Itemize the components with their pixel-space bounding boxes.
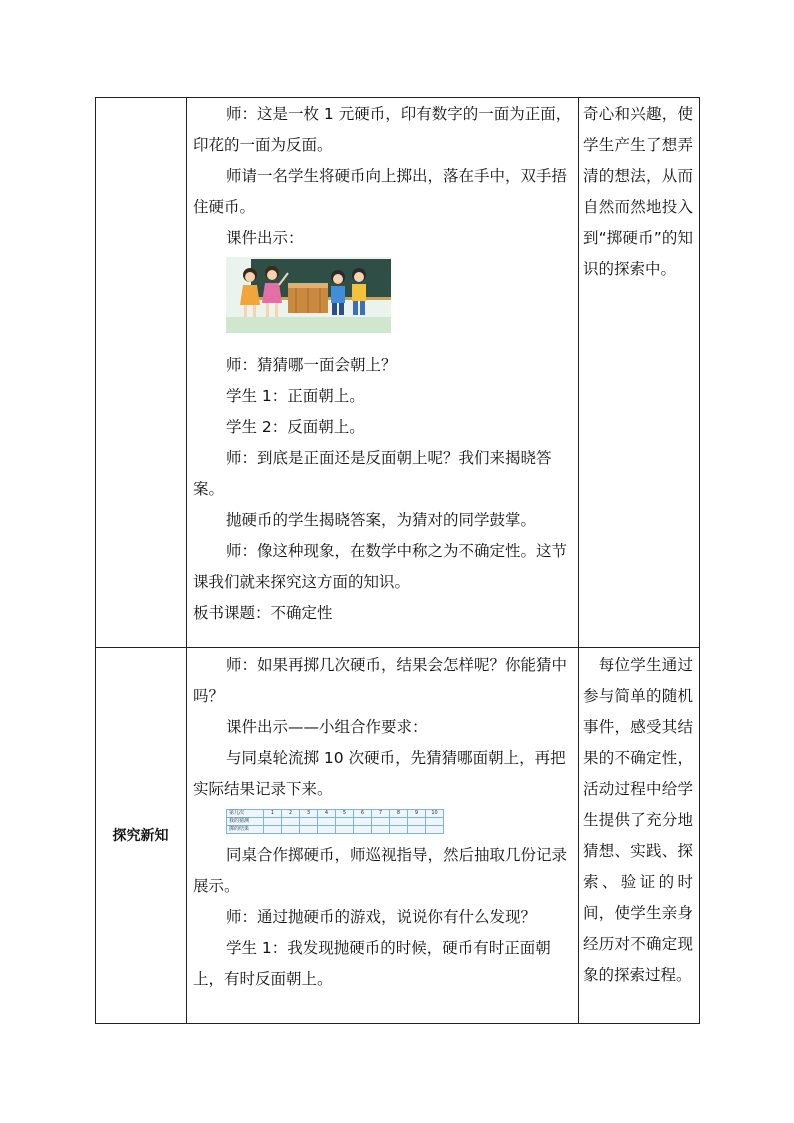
section1-note: 奇心和兴趣，使学生产生了想弄清的想法，从而自然而然地投入到“掷硬币”的知识的探索中。 — [583, 105, 693, 278]
paragraph: 课件出示——小组合作要求： — [226, 718, 428, 736]
paragraph: 同桌合作掷硬币，师巡视指导，然后抽取几份记录展示。 — [193, 846, 568, 895]
record-number: 8 — [390, 810, 408, 818]
table-border-bottom — [95, 1023, 700, 1024]
classroom-illustration — [226, 257, 391, 333]
record-number: 9 — [408, 810, 426, 818]
paragraph: 与同桌轮流掷 10 次硬币，先猜猜哪面朝上，再把实际结果记录下来。 — [193, 749, 566, 798]
record-number: 10 — [426, 810, 444, 818]
paragraph: 师：像这种现象，在数学中称之为不确定性。这节课我们就来探究这方面的知识。 — [193, 542, 568, 591]
record-number: 6 — [354, 810, 372, 818]
record-number: 3 — [300, 810, 318, 818]
paragraph: 学生 1：正面朝上。 — [226, 387, 365, 405]
table-row-divider — [95, 647, 700, 648]
paragraph: 抛硬币的学生揭晓答案，为猜对的同学鼓掌。 — [226, 511, 537, 529]
paragraph: 师：这是一枚 1 元硬币，印有数字的一面为正面，印花的一面为反面。 — [193, 105, 572, 154]
record-row-label: 掷的结果 — [227, 826, 264, 834]
record-number: 1 — [264, 810, 282, 818]
record-number: 5 — [336, 810, 354, 818]
table-border-top — [95, 97, 700, 98]
paragraph: 师：到底是正面还是反面朝上呢？我们来揭晓答案。 — [193, 449, 552, 498]
table-divider-2 — [578, 97, 579, 1024]
table-border-left — [95, 97, 96, 1024]
paragraph: 课件出示： — [226, 229, 304, 247]
record-header: 第几次 — [227, 810, 264, 818]
record-number: 7 — [372, 810, 390, 818]
section2-content — [193, 650, 575, 995]
record-number: 4 — [318, 810, 336, 818]
paragraph: 师：通过抛硬币的游戏，说说你有什么发现？ — [226, 908, 537, 926]
table-divider-1 — [186, 97, 187, 1024]
board-title: 板书课题：不确定性 — [193, 604, 333, 622]
section-label: 探究新知 — [112, 828, 169, 844]
paragraph: 师：猜猜哪一面会朝上？ — [226, 356, 397, 374]
lesson-table — [95, 97, 700, 1024]
paragraph: 学生 2：反面朝上。 — [226, 418, 365, 436]
paragraph: 师：如果再掷几次硬币，结果会怎样呢？你能猜中吗？ — [193, 656, 568, 705]
paragraph: 师请一名学生将硬币向上掷出，落在手中，双手捂住硬币。 — [193, 167, 568, 216]
record-number: 2 — [282, 810, 300, 818]
record-row-label: 我的猜测 — [227, 818, 264, 826]
table-border-right — [699, 97, 700, 1024]
paragraph: 学生 1：我发现抛硬币的时候，硬币有时正面朝上，有时反面朝上。 — [193, 939, 551, 988]
section1-content — [193, 99, 575, 629]
section2-note: 每位学生通过参与简单的随机事件，感受其结果的不确定性，活动过程中给学生提供了充分地猜想、实践、探索、验证的时间，使学生亲身经历对不确定现象的探索过程。 — [583, 656, 693, 984]
record-table — [226, 809, 444, 834]
